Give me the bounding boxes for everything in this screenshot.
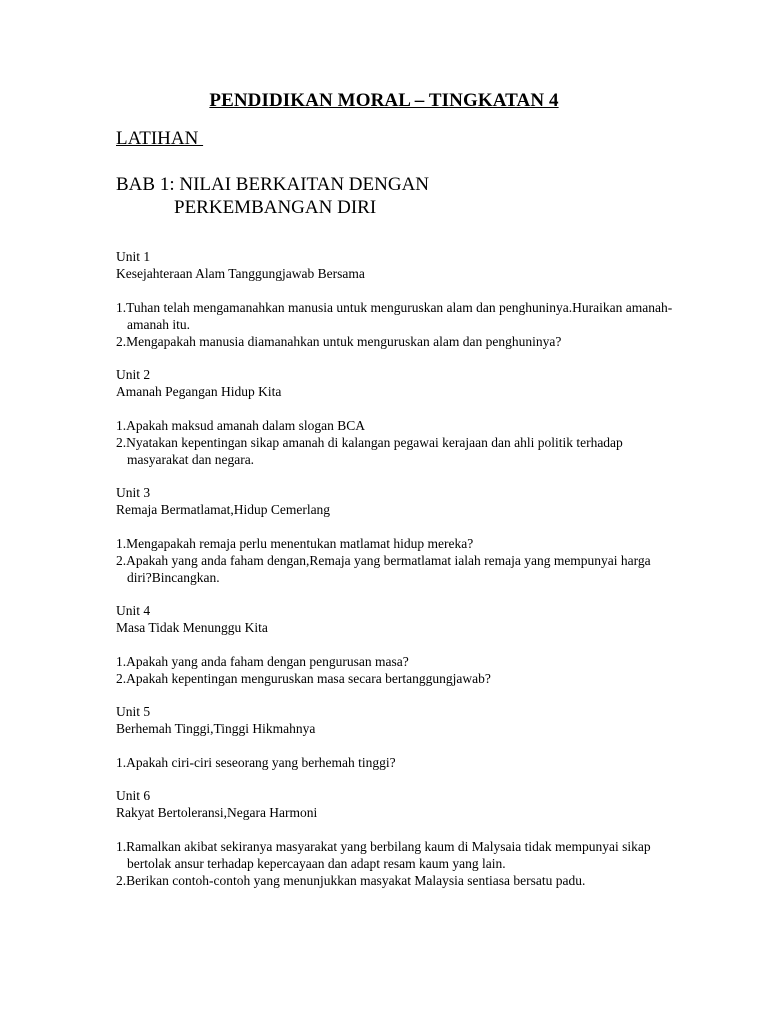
question-list bbox=[116, 417, 676, 468]
question-item bbox=[116, 552, 676, 586]
question-number: 2. bbox=[116, 873, 127, 888]
question-text: Berikan contoh-contoh yang menunjukkan masyakat Malaysia sentiasa bersatu padu. bbox=[126, 873, 586, 888]
section-heading: LATIHAN bbox=[116, 128, 204, 149]
question-list bbox=[116, 535, 676, 586]
chapter-heading-line-1: BAB 1: NILAI BERKAITAN DENGAN bbox=[116, 174, 430, 195]
question-item bbox=[116, 653, 676, 670]
question-item bbox=[116, 754, 676, 771]
question-text: Tuhan telah mengamanahkan manusia untuk menguruskan alam dan penghuninya.Huraikan amanah-amanah itu. bbox=[126, 300, 673, 332]
question-text: Mengapakah remaja perlu menentukan matlamat hidup mereka? bbox=[126, 536, 474, 551]
question-number: 2. bbox=[116, 334, 127, 349]
question-text: Nyatakan kepentingan sikap amanah di kalangan pegawai kerajaan dan ahli politik terhadap masyarakat dan negara. bbox=[126, 435, 623, 467]
question-item bbox=[116, 670, 676, 687]
question-list bbox=[116, 838, 676, 889]
question-list bbox=[116, 653, 676, 687]
unit-block bbox=[116, 248, 676, 350]
question-item bbox=[116, 434, 676, 468]
question-item bbox=[116, 838, 676, 872]
question-list bbox=[116, 299, 676, 350]
unit-list bbox=[116, 248, 676, 905]
unit-title: Amanah Pegangan Hidup Kita bbox=[116, 384, 282, 399]
question-number: 2. bbox=[116, 435, 127, 450]
unit-number: Unit 1 bbox=[116, 249, 151, 264]
question-item bbox=[116, 417, 676, 434]
unit-title: Masa Tidak Menunggu Kita bbox=[116, 620, 268, 635]
unit-block bbox=[116, 366, 676, 468]
question-text: Ramalkan akibat sekiranya masyarakat yang berbilang kaum di Malysaia tidak mempunyai sikap bertolak ansur terhadap kepercayaan dan adapt resam kaum yang lain. bbox=[126, 839, 651, 871]
question-item bbox=[116, 535, 676, 552]
unit-title: Berhemah Tinggi,Tinggi Hikmahnya bbox=[116, 721, 316, 736]
unit-number: Unit 2 bbox=[116, 367, 151, 382]
unit-title: Rakyat Bertoleransi,Negara Harmoni bbox=[116, 805, 318, 820]
question-item bbox=[116, 299, 676, 333]
question-number: 1. bbox=[116, 418, 127, 433]
question-text: Apakah ciri-ciri seseorang yang berhemah tinggi? bbox=[126, 755, 396, 770]
question-text: Apakah kepentingan menguruskan masa secara bertanggungjawab? bbox=[126, 671, 491, 686]
unit-block bbox=[116, 787, 676, 889]
question-item bbox=[116, 333, 676, 350]
unit-title: Kesejahteraan Alam Tanggungjawab Bersama bbox=[116, 266, 365, 281]
question-number: 1. bbox=[116, 536, 127, 551]
question-number: 2. bbox=[116, 553, 127, 568]
question-text: Apakah yang anda faham dengan,Remaja yang bermatlamat ialah remaja yang mempunyai harga diri?Bincangkan. bbox=[126, 553, 651, 585]
question-number: 1. bbox=[116, 300, 127, 315]
unit-title: Remaja Bermatlamat,Hidup Cemerlang bbox=[116, 502, 331, 517]
unit-number: Unit 6 bbox=[116, 788, 151, 803]
question-list bbox=[116, 754, 676, 771]
unit-number: Unit 5 bbox=[116, 704, 151, 719]
chapter-heading-line-2: PERKEMBANGAN DIRI bbox=[174, 197, 377, 218]
unit-number: Unit 4 bbox=[116, 603, 151, 618]
unit-block bbox=[116, 484, 676, 586]
question-item bbox=[116, 872, 676, 889]
unit-block bbox=[116, 703, 676, 771]
question-text: Apakah yang anda faham dengan pengurusan masa? bbox=[126, 654, 409, 669]
chapter-heading bbox=[116, 173, 429, 219]
question-number: 1. bbox=[116, 839, 127, 854]
question-text: Apakah maksud amanah dalam slogan BCA bbox=[126, 418, 365, 433]
question-text: Mengapakah manusia diamanahkan untuk menguruskan alam dan penghuninya? bbox=[126, 334, 562, 349]
unit-number: Unit 3 bbox=[116, 485, 151, 500]
question-number: 1. bbox=[116, 654, 127, 669]
unit-block bbox=[116, 602, 676, 687]
page-title: PENDIDIKAN MORAL – TINGKATAN 4 bbox=[209, 90, 559, 111]
question-number: 1. bbox=[116, 755, 127, 770]
question-number: 2. bbox=[116, 671, 127, 686]
